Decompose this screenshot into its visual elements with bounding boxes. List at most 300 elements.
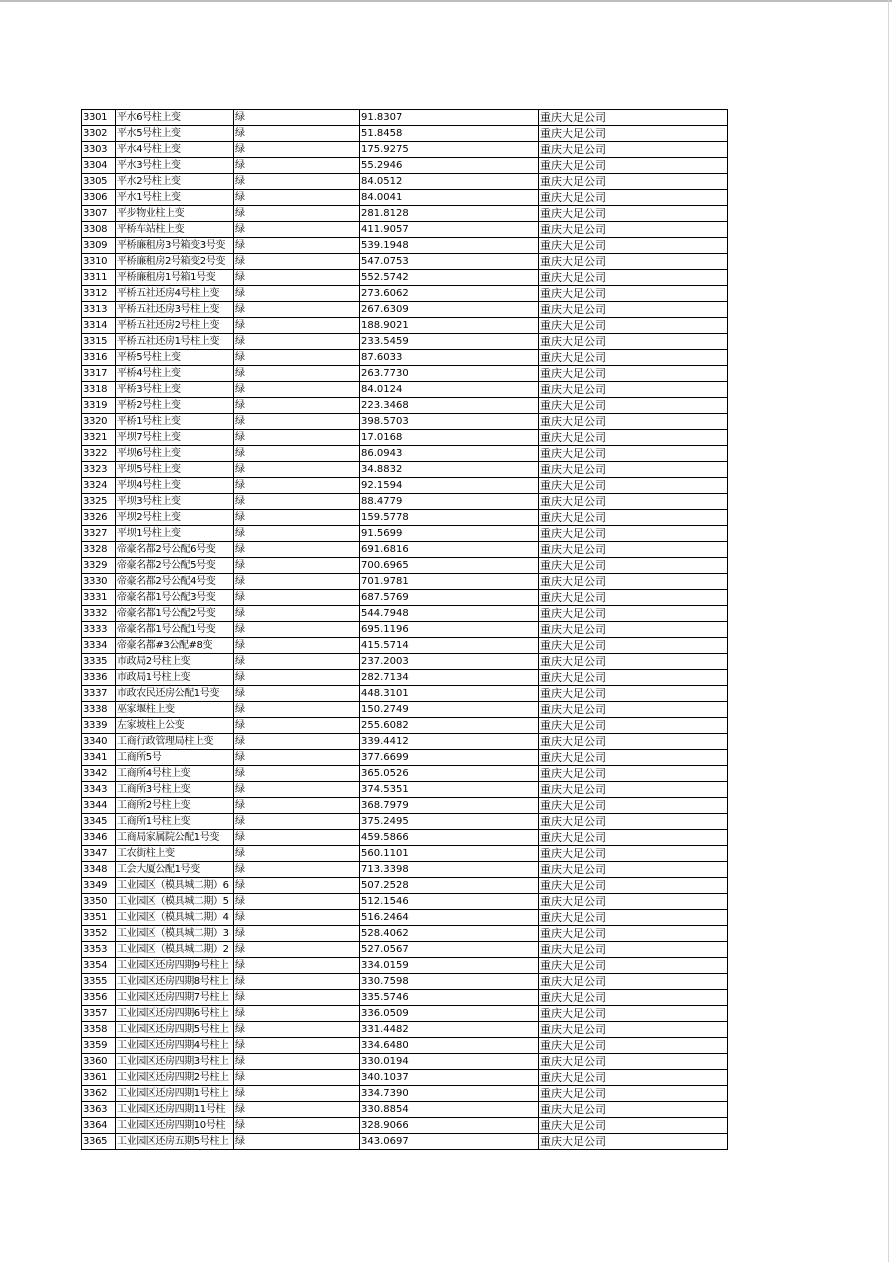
page-top-rule bbox=[0, 0, 892, 2]
table-row bbox=[82, 462, 728, 478]
status-color-cell: 绿 bbox=[234, 430, 360, 446]
company-cell: 重庆大足公司 bbox=[539, 734, 728, 750]
status-color-cell: 绿 bbox=[234, 654, 360, 670]
device-name-cell: 工商所5号 bbox=[116, 750, 234, 766]
row-id-cell: 3361 bbox=[82, 1070, 116, 1086]
company-cell: 重庆大足公司 bbox=[539, 718, 728, 734]
company-cell: 重庆大足公司 bbox=[539, 142, 728, 158]
value-cell: 55.2946 bbox=[360, 158, 539, 174]
device-name-cell: 平水3号柱上变 bbox=[116, 158, 234, 174]
row-id-cell: 3337 bbox=[82, 686, 116, 702]
value-cell: 331.4482 bbox=[360, 1022, 539, 1038]
table-row bbox=[82, 686, 728, 702]
status-color-cell: 绿 bbox=[234, 350, 360, 366]
company-cell: 重庆大足公司 bbox=[539, 1118, 728, 1134]
table-row bbox=[82, 974, 728, 990]
device-name-cell: 平桥车站柱上变 bbox=[116, 222, 234, 238]
table-row bbox=[82, 798, 728, 814]
status-color-cell: 绿 bbox=[234, 1118, 360, 1134]
value-cell: 334.6480 bbox=[360, 1038, 539, 1054]
status-color-cell: 绿 bbox=[234, 638, 360, 654]
status-color-cell: 绿 bbox=[234, 846, 360, 862]
company-cell: 重庆大足公司 bbox=[539, 302, 728, 318]
value-cell: 539.1948 bbox=[360, 238, 539, 254]
status-color-cell: 绿 bbox=[234, 334, 360, 350]
row-id-cell: 3335 bbox=[82, 654, 116, 670]
table-row bbox=[82, 622, 728, 638]
status-color-cell: 绿 bbox=[234, 862, 360, 878]
status-color-cell: 绿 bbox=[234, 878, 360, 894]
table-row bbox=[82, 846, 728, 862]
company-cell: 重庆大足公司 bbox=[539, 910, 728, 926]
company-cell: 重庆大足公司 bbox=[539, 1006, 728, 1022]
company-cell: 重庆大足公司 bbox=[539, 206, 728, 222]
status-color-cell: 绿 bbox=[234, 142, 360, 158]
status-color-cell: 绿 bbox=[234, 670, 360, 686]
row-id-cell: 3314 bbox=[82, 318, 116, 334]
row-id-cell: 3355 bbox=[82, 974, 116, 990]
row-id-cell: 3339 bbox=[82, 718, 116, 734]
row-id-cell: 3327 bbox=[82, 526, 116, 542]
device-name-cell: 平桥廉租房1号箱1号变 bbox=[116, 270, 234, 286]
row-id-cell: 3333 bbox=[82, 622, 116, 638]
row-id-cell: 3352 bbox=[82, 926, 116, 942]
value-cell: 175.9275 bbox=[360, 142, 539, 158]
table-row bbox=[82, 942, 728, 958]
table-row bbox=[82, 382, 728, 398]
row-id-cell: 3350 bbox=[82, 894, 116, 910]
status-color-cell: 绿 bbox=[234, 158, 360, 174]
status-color-cell: 绿 bbox=[234, 478, 360, 494]
company-cell: 重庆大足公司 bbox=[539, 862, 728, 878]
table-row bbox=[82, 366, 728, 382]
status-color-cell: 绿 bbox=[234, 1038, 360, 1054]
status-color-cell: 绿 bbox=[234, 926, 360, 942]
row-id-cell: 3309 bbox=[82, 238, 116, 254]
status-color-cell: 绿 bbox=[234, 830, 360, 846]
device-name-cell: 工业园区还房四期8号柱上 bbox=[116, 974, 234, 990]
table-row bbox=[82, 910, 728, 926]
device-name-cell: 平桥5号柱上变 bbox=[116, 350, 234, 366]
value-cell: 691.6816 bbox=[360, 542, 539, 558]
company-cell: 重庆大足公司 bbox=[539, 430, 728, 446]
value-cell: 17.0168 bbox=[360, 430, 539, 446]
table-row bbox=[82, 334, 728, 350]
table-row bbox=[82, 558, 728, 574]
status-color-cell: 绿 bbox=[234, 462, 360, 478]
value-cell: 255.6082 bbox=[360, 718, 539, 734]
status-color-cell: 绿 bbox=[234, 238, 360, 254]
value-cell: 411.9057 bbox=[360, 222, 539, 238]
table-row bbox=[82, 862, 728, 878]
table-row bbox=[82, 1070, 728, 1086]
row-id-cell: 3340 bbox=[82, 734, 116, 750]
device-name-cell: 平坝7号柱上变 bbox=[116, 430, 234, 446]
status-color-cell: 绿 bbox=[234, 318, 360, 334]
company-cell: 重庆大足公司 bbox=[539, 814, 728, 830]
status-color-cell: 绿 bbox=[234, 1134, 360, 1150]
substation-table bbox=[81, 109, 728, 1150]
row-id-cell: 3338 bbox=[82, 702, 116, 718]
company-cell: 重庆大足公司 bbox=[539, 798, 728, 814]
value-cell: 713.3398 bbox=[360, 862, 539, 878]
device-name-cell: 帝豪名都2号公配6号变 bbox=[116, 542, 234, 558]
value-cell: 547.0753 bbox=[360, 254, 539, 270]
company-cell: 重庆大足公司 bbox=[539, 926, 728, 942]
company-cell: 重庆大足公司 bbox=[539, 846, 728, 862]
device-name-cell: 工业园区（模具城二期）6 bbox=[116, 878, 234, 894]
device-name-cell: 平桥1号柱上变 bbox=[116, 414, 234, 430]
value-cell: 336.0509 bbox=[360, 1006, 539, 1022]
company-cell: 重庆大足公司 bbox=[539, 590, 728, 606]
row-id-cell: 3325 bbox=[82, 494, 116, 510]
device-name-cell: 平坝1号柱上变 bbox=[116, 526, 234, 542]
status-color-cell: 绿 bbox=[234, 494, 360, 510]
row-id-cell: 3321 bbox=[82, 430, 116, 446]
device-name-cell: 工业园区（模具城二期）4 bbox=[116, 910, 234, 926]
device-name-cell: 工商行政管理局柱上变 bbox=[116, 734, 234, 750]
value-cell: 528.4062 bbox=[360, 926, 539, 942]
table-row bbox=[82, 158, 728, 174]
device-name-cell: 市政局2号柱上变 bbox=[116, 654, 234, 670]
status-color-cell: 绿 bbox=[234, 1102, 360, 1118]
value-cell: 267.6309 bbox=[360, 302, 539, 318]
table-row bbox=[82, 670, 728, 686]
row-id-cell: 3307 bbox=[82, 206, 116, 222]
row-id-cell: 3351 bbox=[82, 910, 116, 926]
status-color-cell: 绿 bbox=[234, 398, 360, 414]
table-row bbox=[82, 702, 728, 718]
value-cell: 368.7979 bbox=[360, 798, 539, 814]
device-name-cell: 工业园区还房四期1号柱上 bbox=[116, 1086, 234, 1102]
status-color-cell: 绿 bbox=[234, 750, 360, 766]
status-color-cell: 绿 bbox=[234, 510, 360, 526]
row-id-cell: 3330 bbox=[82, 574, 116, 590]
device-name-cell: 平桥五社还房3号柱上变 bbox=[116, 302, 234, 318]
table-row bbox=[82, 142, 728, 158]
device-name-cell: 平水1号柱上变 bbox=[116, 190, 234, 206]
value-cell: 507.2528 bbox=[360, 878, 539, 894]
row-id-cell: 3342 bbox=[82, 766, 116, 782]
value-cell: 374.5351 bbox=[360, 782, 539, 798]
device-name-cell: 平桥2号柱上变 bbox=[116, 398, 234, 414]
row-id-cell: 3326 bbox=[82, 510, 116, 526]
status-color-cell: 绿 bbox=[234, 782, 360, 798]
device-name-cell: 工商所4号柱上变 bbox=[116, 766, 234, 782]
value-cell: 459.5866 bbox=[360, 830, 539, 846]
company-cell: 重庆大足公司 bbox=[539, 766, 728, 782]
row-id-cell: 3347 bbox=[82, 846, 116, 862]
value-cell: 330.7598 bbox=[360, 974, 539, 990]
row-id-cell: 3319 bbox=[82, 398, 116, 414]
device-name-cell: 工商所3号柱上变 bbox=[116, 782, 234, 798]
device-name-cell: 平桥廉租房3号箱变3号变 bbox=[116, 238, 234, 254]
company-cell: 重庆大足公司 bbox=[539, 190, 728, 206]
company-cell: 重庆大足公司 bbox=[539, 1070, 728, 1086]
company-cell: 重庆大足公司 bbox=[539, 638, 728, 654]
status-color-cell: 绿 bbox=[234, 222, 360, 238]
row-id-cell: 3317 bbox=[82, 366, 116, 382]
value-cell: 150.2749 bbox=[360, 702, 539, 718]
device-name-cell: 平桥4号柱上变 bbox=[116, 366, 234, 382]
status-color-cell: 绿 bbox=[234, 590, 360, 606]
value-cell: 375.2495 bbox=[360, 814, 539, 830]
table-row bbox=[82, 526, 728, 542]
device-name-cell: 帝豪名都1号公配1号变 bbox=[116, 622, 234, 638]
company-cell: 重庆大足公司 bbox=[539, 398, 728, 414]
row-id-cell: 3346 bbox=[82, 830, 116, 846]
value-cell: 415.5714 bbox=[360, 638, 539, 654]
value-cell: 330.8854 bbox=[360, 1102, 539, 1118]
status-color-cell: 绿 bbox=[234, 1070, 360, 1086]
value-cell: 51.8458 bbox=[360, 126, 539, 142]
value-cell: 377.6699 bbox=[360, 750, 539, 766]
device-name-cell: 平桥3号柱上变 bbox=[116, 382, 234, 398]
row-id-cell: 3341 bbox=[82, 750, 116, 766]
device-name-cell: 工业园区还房四期9号柱上 bbox=[116, 958, 234, 974]
company-cell: 重庆大足公司 bbox=[539, 558, 728, 574]
company-cell: 重庆大足公司 bbox=[539, 238, 728, 254]
company-cell: 重庆大足公司 bbox=[539, 174, 728, 190]
device-name-cell: 平桥廉租房2号箱变2号变 bbox=[116, 254, 234, 270]
company-cell: 重庆大足公司 bbox=[539, 494, 728, 510]
row-id-cell: 3323 bbox=[82, 462, 116, 478]
row-id-cell: 3359 bbox=[82, 1038, 116, 1054]
value-cell: 544.7948 bbox=[360, 606, 539, 622]
table-row bbox=[82, 766, 728, 782]
device-name-cell: 工商所1号柱上变 bbox=[116, 814, 234, 830]
table-body bbox=[82, 110, 728, 1150]
status-color-cell: 绿 bbox=[234, 606, 360, 622]
status-color-cell: 绿 bbox=[234, 254, 360, 270]
table-row bbox=[82, 1134, 728, 1150]
status-color-cell: 绿 bbox=[234, 286, 360, 302]
company-cell: 重庆大足公司 bbox=[539, 526, 728, 542]
status-color-cell: 绿 bbox=[234, 446, 360, 462]
device-name-cell: 平坝6号柱上变 bbox=[116, 446, 234, 462]
table-row bbox=[82, 606, 728, 622]
company-cell: 重庆大足公司 bbox=[539, 878, 728, 894]
company-cell: 重庆大足公司 bbox=[539, 542, 728, 558]
value-cell: 91.8307 bbox=[360, 110, 539, 126]
table-row bbox=[82, 494, 728, 510]
table-row bbox=[82, 446, 728, 462]
status-color-cell: 绿 bbox=[234, 1086, 360, 1102]
company-cell: 重庆大足公司 bbox=[539, 990, 728, 1006]
value-cell: 334.7390 bbox=[360, 1086, 539, 1102]
table-row bbox=[82, 878, 728, 894]
device-name-cell: 帝豪名都1号公配3号变 bbox=[116, 590, 234, 606]
value-cell: 159.5778 bbox=[360, 510, 539, 526]
table-row bbox=[82, 238, 728, 254]
company-cell: 重庆大足公司 bbox=[539, 414, 728, 430]
value-cell: 84.0041 bbox=[360, 190, 539, 206]
row-id-cell: 3364 bbox=[82, 1118, 116, 1134]
device-name-cell: 工农街柱上变 bbox=[116, 846, 234, 862]
row-id-cell: 3304 bbox=[82, 158, 116, 174]
table-row bbox=[82, 510, 728, 526]
status-color-cell: 绿 bbox=[234, 174, 360, 190]
value-cell: 527.0567 bbox=[360, 942, 539, 958]
row-id-cell: 3336 bbox=[82, 670, 116, 686]
row-id-cell: 3315 bbox=[82, 334, 116, 350]
row-id-cell: 3356 bbox=[82, 990, 116, 1006]
company-cell: 重庆大足公司 bbox=[539, 382, 728, 398]
value-cell: 91.5699 bbox=[360, 526, 539, 542]
status-color-cell: 绿 bbox=[234, 302, 360, 318]
row-id-cell: 3320 bbox=[82, 414, 116, 430]
status-color-cell: 绿 bbox=[234, 622, 360, 638]
status-color-cell: 绿 bbox=[234, 1006, 360, 1022]
company-cell: 重庆大足公司 bbox=[539, 350, 728, 366]
company-cell: 重庆大足公司 bbox=[539, 1134, 728, 1150]
value-cell: 237.2003 bbox=[360, 654, 539, 670]
table-row bbox=[82, 350, 728, 366]
value-cell: 340.1037 bbox=[360, 1070, 539, 1086]
device-name-cell: 市政局1号柱上变 bbox=[116, 670, 234, 686]
table-row bbox=[82, 958, 728, 974]
table-row bbox=[82, 174, 728, 190]
company-cell: 重庆大足公司 bbox=[539, 686, 728, 702]
table-row bbox=[82, 1038, 728, 1054]
status-color-cell: 绿 bbox=[234, 718, 360, 734]
device-name-cell: 工业园区还房四期6号柱上 bbox=[116, 1006, 234, 1022]
device-name-cell: 工业园区还房四期7号柱上 bbox=[116, 990, 234, 1006]
row-id-cell: 3305 bbox=[82, 174, 116, 190]
row-id-cell: 3348 bbox=[82, 862, 116, 878]
value-cell: 233.5459 bbox=[360, 334, 539, 350]
table-row bbox=[82, 222, 728, 238]
table-row bbox=[82, 990, 728, 1006]
company-cell: 重庆大足公司 bbox=[539, 478, 728, 494]
company-cell: 重庆大足公司 bbox=[539, 702, 728, 718]
table-row bbox=[82, 1086, 728, 1102]
device-name-cell: 工业园区还房四期5号柱上 bbox=[116, 1022, 234, 1038]
value-cell: 560.1101 bbox=[360, 846, 539, 862]
company-cell: 重庆大足公司 bbox=[539, 462, 728, 478]
value-cell: 92.1594 bbox=[360, 478, 539, 494]
status-color-cell: 绿 bbox=[234, 574, 360, 590]
company-cell: 重庆大足公司 bbox=[539, 222, 728, 238]
device-name-cell: 左家坡柱上公变 bbox=[116, 718, 234, 734]
company-cell: 重庆大足公司 bbox=[539, 622, 728, 638]
row-id-cell: 3349 bbox=[82, 878, 116, 894]
table-row bbox=[82, 414, 728, 430]
status-color-cell: 绿 bbox=[234, 766, 360, 782]
status-color-cell: 绿 bbox=[234, 798, 360, 814]
row-id-cell: 3322 bbox=[82, 446, 116, 462]
row-id-cell: 3303 bbox=[82, 142, 116, 158]
value-cell: 516.2464 bbox=[360, 910, 539, 926]
status-color-cell: 绿 bbox=[234, 734, 360, 750]
device-name-cell: 平桥五社还房1号柱上变 bbox=[116, 334, 234, 350]
value-cell: 334.0159 bbox=[360, 958, 539, 974]
value-cell: 512.1546 bbox=[360, 894, 539, 910]
company-cell: 重庆大足公司 bbox=[539, 334, 728, 350]
table-row bbox=[82, 750, 728, 766]
status-color-cell: 绿 bbox=[234, 558, 360, 574]
status-color-cell: 绿 bbox=[234, 910, 360, 926]
company-cell: 重庆大足公司 bbox=[539, 974, 728, 990]
status-color-cell: 绿 bbox=[234, 814, 360, 830]
value-cell: 281.8128 bbox=[360, 206, 539, 222]
row-id-cell: 3365 bbox=[82, 1134, 116, 1150]
value-cell: 339.4412 bbox=[360, 734, 539, 750]
device-name-cell: 帝豪名都#3公配#8变 bbox=[116, 638, 234, 654]
device-name-cell: 平坝5号柱上变 bbox=[116, 462, 234, 478]
table-row bbox=[82, 190, 728, 206]
row-id-cell: 3316 bbox=[82, 350, 116, 366]
status-color-cell: 绿 bbox=[234, 110, 360, 126]
status-color-cell: 绿 bbox=[234, 126, 360, 142]
device-name-cell: 帝豪名都2号公配4号变 bbox=[116, 574, 234, 590]
company-cell: 重庆大足公司 bbox=[539, 942, 728, 958]
table-row bbox=[82, 1022, 728, 1038]
value-cell: 330.0194 bbox=[360, 1054, 539, 1070]
table-row bbox=[82, 206, 728, 222]
value-cell: 88.4779 bbox=[360, 494, 539, 510]
table-row bbox=[82, 1102, 728, 1118]
table-row bbox=[82, 638, 728, 654]
company-cell: 重庆大足公司 bbox=[539, 366, 728, 382]
status-color-cell: 绿 bbox=[234, 942, 360, 958]
company-cell: 重庆大足公司 bbox=[539, 158, 728, 174]
table-row bbox=[82, 574, 728, 590]
company-cell: 重庆大足公司 bbox=[539, 782, 728, 798]
row-id-cell: 3344 bbox=[82, 798, 116, 814]
table-row bbox=[82, 110, 728, 126]
device-name-cell: 工业园区还房四期4号柱上 bbox=[116, 1038, 234, 1054]
row-id-cell: 3312 bbox=[82, 286, 116, 302]
company-cell: 重庆大足公司 bbox=[539, 1102, 728, 1118]
row-id-cell: 3357 bbox=[82, 1006, 116, 1022]
row-id-cell: 3354 bbox=[82, 958, 116, 974]
row-id-cell: 3331 bbox=[82, 590, 116, 606]
device-name-cell: 工业园区还房四期10号柱 bbox=[116, 1118, 234, 1134]
company-cell: 重庆大足公司 bbox=[539, 1054, 728, 1070]
status-color-cell: 绿 bbox=[234, 414, 360, 430]
value-cell: 687.5769 bbox=[360, 590, 539, 606]
value-cell: 343.0697 bbox=[360, 1134, 539, 1150]
status-color-cell: 绿 bbox=[234, 974, 360, 990]
company-cell: 重庆大足公司 bbox=[539, 830, 728, 846]
row-id-cell: 3301 bbox=[82, 110, 116, 126]
device-name-cell: 平水5号柱上变 bbox=[116, 126, 234, 142]
row-id-cell: 3308 bbox=[82, 222, 116, 238]
device-name-cell: 工业园区（模具城二期）3 bbox=[116, 926, 234, 942]
table-row bbox=[82, 126, 728, 142]
value-cell: 87.6033 bbox=[360, 350, 539, 366]
row-id-cell: 3345 bbox=[82, 814, 116, 830]
row-id-cell: 3313 bbox=[82, 302, 116, 318]
status-color-cell: 绿 bbox=[234, 206, 360, 222]
value-cell: 552.5742 bbox=[360, 270, 539, 286]
value-cell: 695.1196 bbox=[360, 622, 539, 638]
device-name-cell: 平水2号柱上变 bbox=[116, 174, 234, 190]
table-row bbox=[82, 654, 728, 670]
device-name-cell: 工业园区（模具城二期）5 bbox=[116, 894, 234, 910]
status-color-cell: 绿 bbox=[234, 382, 360, 398]
value-cell: 263.7730 bbox=[360, 366, 539, 382]
device-name-cell: 工商所2号柱上变 bbox=[116, 798, 234, 814]
row-id-cell: 3343 bbox=[82, 782, 116, 798]
status-color-cell: 绿 bbox=[234, 894, 360, 910]
table-row bbox=[82, 270, 728, 286]
device-name-cell: 帝豪名都2号公配5号变 bbox=[116, 558, 234, 574]
status-color-cell: 绿 bbox=[234, 702, 360, 718]
device-name-cell: 市政农民还房公配1号变 bbox=[116, 686, 234, 702]
row-id-cell: 3334 bbox=[82, 638, 116, 654]
